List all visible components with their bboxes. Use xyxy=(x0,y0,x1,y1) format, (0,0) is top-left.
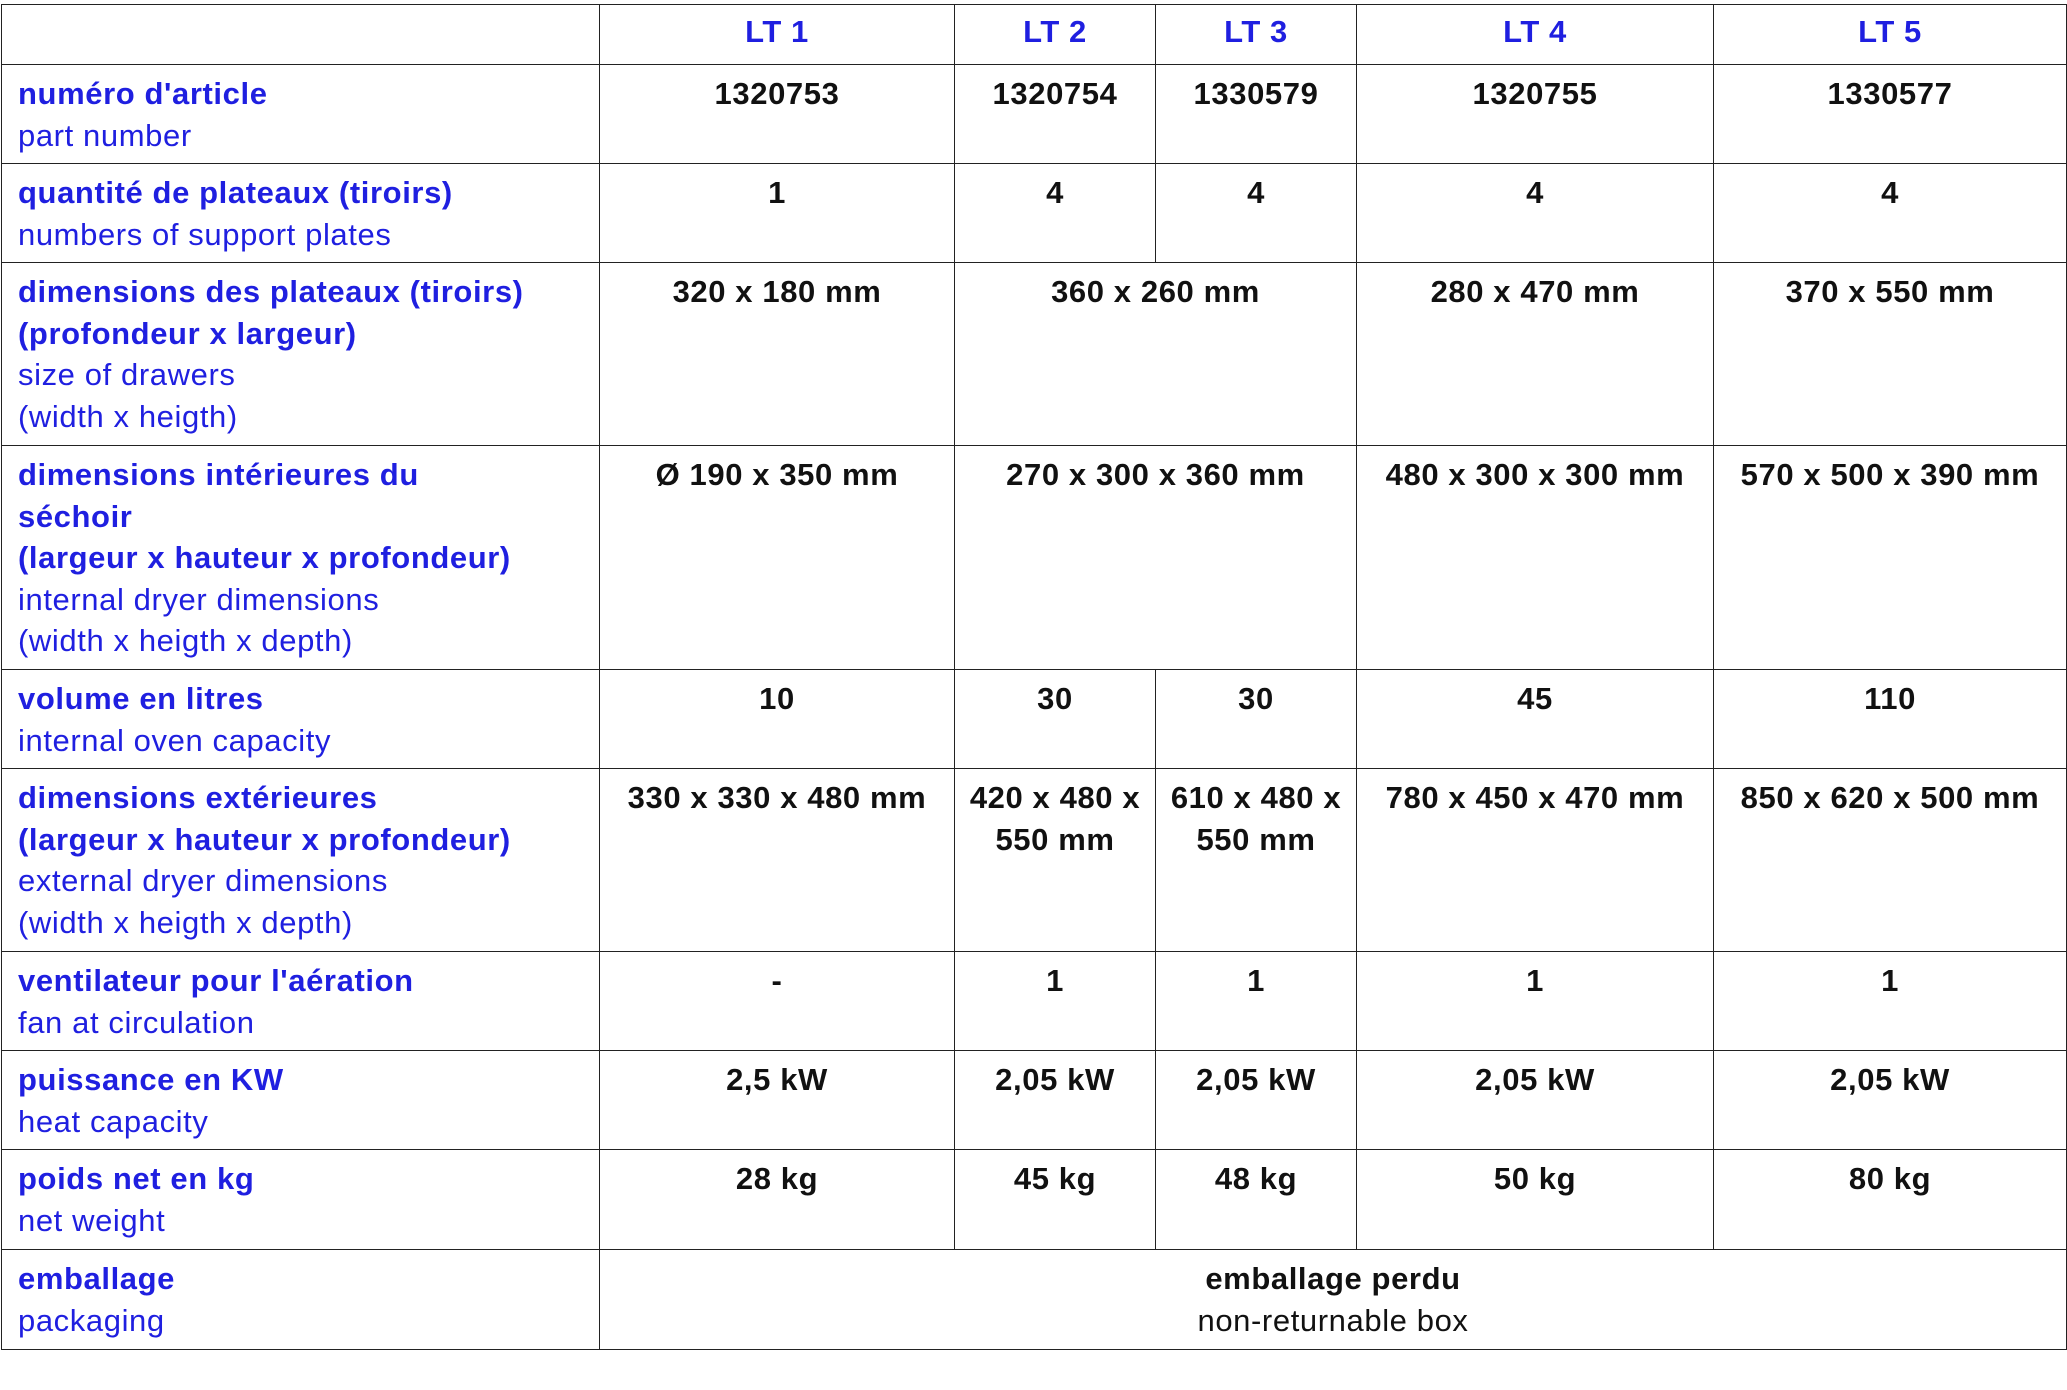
weight-lt4: 50 kg xyxy=(1357,1150,1714,1250)
table-row xyxy=(2,65,2067,164)
plates-lt4: 4 xyxy=(1357,164,1714,263)
part-number-lt1: 1320753 xyxy=(600,65,955,164)
volume-lt1: 10 xyxy=(600,670,955,769)
label-en: (width x heigth) xyxy=(18,398,238,434)
row-label-weight xyxy=(2,1150,600,1250)
label-en: (width x heigth x depth) xyxy=(18,904,353,940)
label-fr: ventilateur pour l'aération xyxy=(18,963,414,998)
table-row xyxy=(2,164,2067,263)
volume-lt2: 30 xyxy=(955,670,1156,769)
row-label-drawer-size xyxy=(2,263,600,446)
table-row xyxy=(2,670,2067,769)
fan-lt4: 1 xyxy=(1357,952,1714,1051)
table-row xyxy=(2,952,2067,1051)
weight-lt3: 48 kg xyxy=(1156,1150,1357,1250)
weight-lt2: 45 kg xyxy=(955,1150,1156,1250)
part-number-lt3: 1330579 xyxy=(1156,65,1357,164)
label-en: fan at circulation xyxy=(18,1004,255,1040)
volume-lt3: 30 xyxy=(1156,670,1357,769)
plates-lt1: 1 xyxy=(600,164,955,263)
external-dimensions-lt2: 420 x 480 x 550 mm xyxy=(955,769,1156,952)
drawer-size-lt1: 320 x 180 mm xyxy=(600,263,955,446)
label-fr: dimensions extérieures xyxy=(18,780,378,815)
header-row xyxy=(2,5,2067,65)
row-label-fan xyxy=(2,952,600,1051)
table-row xyxy=(2,1250,2067,1350)
table-row xyxy=(2,1051,2067,1150)
power-lt5: 2,05 kW xyxy=(1714,1051,2067,1150)
label-en: part number xyxy=(18,117,192,153)
label-fr: séchoir xyxy=(18,498,133,534)
specifications-table xyxy=(1,4,2067,1350)
label-fr: (profondeur x largeur) xyxy=(18,315,357,351)
power-lt3: 2,05 kW xyxy=(1156,1051,1357,1150)
volume-lt5: 110 xyxy=(1714,670,2067,769)
fan-lt2: 1 xyxy=(955,952,1156,1051)
weight-lt1: 28 kg xyxy=(600,1150,955,1250)
fan-lt1: - xyxy=(600,952,955,1051)
header-empty-cell xyxy=(2,5,600,65)
model-header-lt1: LT 1 xyxy=(600,5,955,65)
row-label-part-number xyxy=(2,65,600,164)
label-fr: puissance en KW xyxy=(18,1062,284,1097)
label-en: packaging xyxy=(18,1302,165,1338)
packaging-value-fr: emballage perdu xyxy=(1205,1261,1461,1296)
label-fr: numéro d'article xyxy=(18,76,268,111)
label-en: internal oven capacity xyxy=(18,722,332,758)
external-dimensions-lt3: 610 x 480 x 550 mm xyxy=(1156,769,1357,952)
power-lt2: 2,05 kW xyxy=(955,1051,1156,1150)
fan-lt5: 1 xyxy=(1714,952,2067,1051)
row-label-power xyxy=(2,1051,600,1150)
table-row xyxy=(2,263,2067,446)
label-fr: dimensions intérieures du xyxy=(18,457,419,492)
internal-dimensions-lt1: Ø 190 x 350 mm xyxy=(600,446,955,670)
model-header-lt4: LT 4 xyxy=(1357,5,1714,65)
plates-lt2: 4 xyxy=(955,164,1156,263)
fan-lt3: 1 xyxy=(1156,952,1357,1051)
power-lt4: 2,05 kW xyxy=(1357,1051,1714,1150)
row-label-volume xyxy=(2,670,600,769)
label-fr: dimensions des plateaux (tiroirs) xyxy=(18,274,524,309)
internal-dimensions-lt2-lt3: 270 x 300 x 360 mm xyxy=(955,446,1357,670)
model-header-lt2: LT 2 xyxy=(955,5,1156,65)
label-fr: (largeur x hauteur x profondeur) xyxy=(18,540,511,575)
label-fr: (largeur x hauteur x profondeur) xyxy=(18,821,511,857)
internal-dimensions-lt5: 570 x 500 x 390 mm xyxy=(1714,446,2067,670)
drawer-size-lt4: 280 x 470 mm xyxy=(1357,263,1714,446)
label-en: net weight xyxy=(18,1202,166,1238)
row-label-internal-dimensions xyxy=(2,446,600,670)
label-en: (width x heigth x depth) xyxy=(18,623,353,658)
packaging-value xyxy=(600,1250,2067,1350)
drawer-size-lt5: 370 x 550 mm xyxy=(1714,263,2067,446)
external-dimensions-lt1: 330 x 330 x 480 mm xyxy=(600,769,955,952)
plates-lt3: 4 xyxy=(1156,164,1357,263)
row-label-external-dimensions xyxy=(2,769,600,952)
label-fr: volume en litres xyxy=(18,681,264,716)
row-label-plates xyxy=(2,164,600,263)
external-dimensions-lt4: 780 x 450 x 470 mm xyxy=(1357,769,1714,952)
label-en: heat capacity xyxy=(18,1103,209,1139)
table-row xyxy=(2,1150,2067,1250)
plates-lt5: 4 xyxy=(1714,164,2067,263)
power-lt1: 2,5 kW xyxy=(600,1051,955,1150)
table-row xyxy=(2,769,2067,952)
drawer-size-lt2-lt3: 360 x 260 mm xyxy=(955,263,1357,446)
model-header-lt3: LT 3 xyxy=(1156,5,1357,65)
label-en: external dryer dimensions xyxy=(18,863,388,898)
label-en: numbers of support plates xyxy=(18,216,392,252)
packaging-value-en: non-returnable box xyxy=(1197,1302,1469,1338)
row-label-packaging xyxy=(2,1250,600,1350)
weight-lt5: 80 kg xyxy=(1714,1150,2067,1250)
part-number-lt5: 1330577 xyxy=(1714,65,2067,164)
external-dimensions-lt5: 850 x 620 x 500 mm xyxy=(1714,769,2067,952)
label-fr: poids net en kg xyxy=(18,1161,255,1196)
label-fr: emballage xyxy=(18,1261,176,1296)
part-number-lt2: 1320754 xyxy=(955,65,1156,164)
internal-dimensions-lt4: 480 x 300 x 300 mm xyxy=(1357,446,1714,670)
label-en: internal dryer dimensions xyxy=(18,581,380,617)
model-header-lt5: LT 5 xyxy=(1714,5,2067,65)
volume-lt4: 45 xyxy=(1357,670,1714,769)
table-row xyxy=(2,446,2067,670)
label-en: size of drawers xyxy=(18,357,236,392)
label-fr: quantité de plateaux (tiroirs) xyxy=(18,175,453,210)
part-number-lt4: 1320755 xyxy=(1357,65,1714,164)
